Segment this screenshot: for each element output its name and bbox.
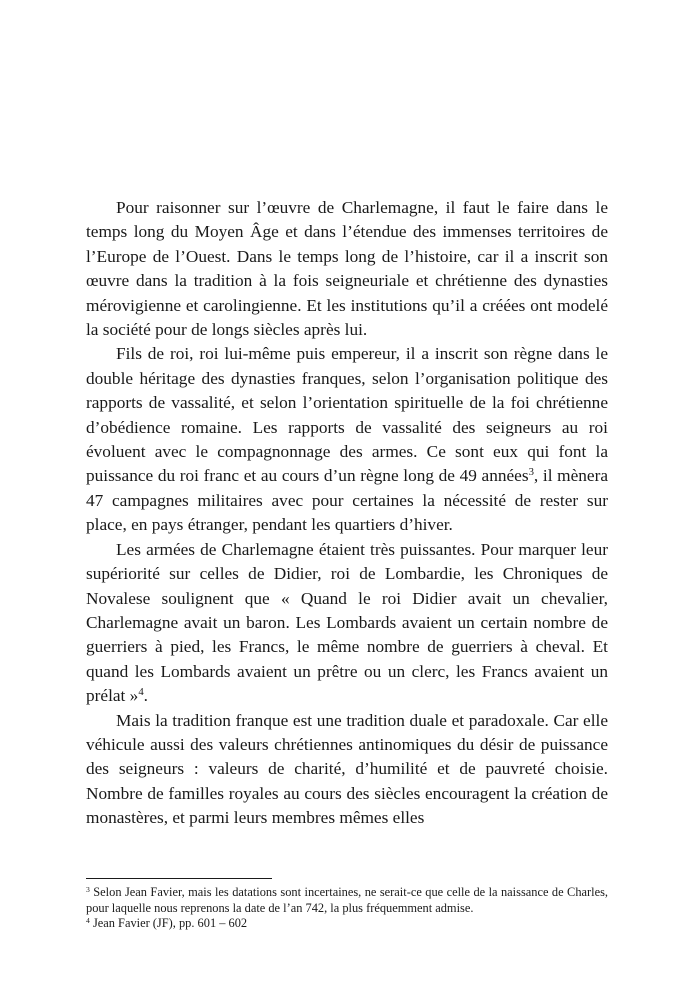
footnote-reference-4[interactable]: 4	[138, 686, 144, 699]
footnote-4	[86, 916, 608, 932]
footnote-text: Jean Favier (JF), pp. 601 – 602	[89, 916, 248, 931]
paragraph-2	[86, 342, 608, 537]
paragraph-text: , il mènera 47 campagnes militaires avec pour certaines la nécessité de rester sur place, en pays étranger, pendant les quartiers d’hiver.	[86, 466, 608, 535]
paragraph-1	[86, 196, 608, 342]
footnote-text: Selon Jean Favier, mais les datations sont incertaines, ne serait-ce que celle de la naissance de Charles, pour laquelle nous reprenons la date de l’an 742, la plus fréquemment admise.	[86, 885, 608, 915]
paragraph-text: .	[143, 686, 148, 706]
paragraph-text: Fils de roi, roi lui-même puis empereur, il a inscrit son règne dans le double héritage des dynasties franques, selon l’organisation politique des rapports de vassalité, et selon l’orientation spirituelle de la foi chrétienne d’obédience romaine. Les rapports de vassalité des seigneurs au roi évoluent avec le compagnonnage des armes. Ce sont eux qui font la puissance du roi franc et au cours d’un règne long de 49 années	[86, 344, 608, 486]
footnote-number: 3	[86, 884, 90, 894]
paragraph-3	[86, 538, 608, 709]
paragraph-text: Les armées de Charlemagne étaient très puissantes. Pour marquer leur supériorité sur celles de Didier, roi de Lombardie, les Chroniques de Novalese soulignent que « Quand le roi Didier avait un chevalier, Charlemagne avait un baron. Les Lombards avaient un certain nombre de guerriers à pied, les Francs, le même nombre de guerriers à cheval. Et quand les Lombards avaient un prêtre ou un clerc, les Francs avaient un prélat »	[86, 539, 608, 706]
paragraph-4	[86, 709, 608, 831]
footnotes	[86, 885, 608, 932]
footnote-reference-3[interactable]: 3	[528, 466, 534, 479]
paragraph-text: Pour raisonner sur l’œuvre de Charlemagne, il faut le faire dans le temps long du Moyen Âge et dans l’étendue des immenses territoires de l’Europe de l’Ouest. Dans le temps long de l’histoire, car il a inscrit son œuvre dans la tradition à la fois seigneuriale et chrétienne des dynasties mérovigienne et carolingienne. Et les institutions qu’il a créées ont modelé la société pour de longs siècles après lui.	[86, 198, 608, 340]
footnote-3	[86, 885, 608, 916]
footnote-number: 4	[86, 915, 90, 925]
footnote-separator	[86, 878, 272, 879]
paragraph-text: Mais la tradition franque est une tradition duale et paradoxale. Car elle véhicule aussi des valeurs chrétiennes antinomiques du désir de puissance des seigneurs : valeurs de charité, d’humilité et de pauvreté choisie. Nombre de familles royales au cours des siècles encouragent la création de monastères, et parmi leurs membres mêmes elles	[86, 710, 608, 828]
main-text	[86, 196, 608, 831]
